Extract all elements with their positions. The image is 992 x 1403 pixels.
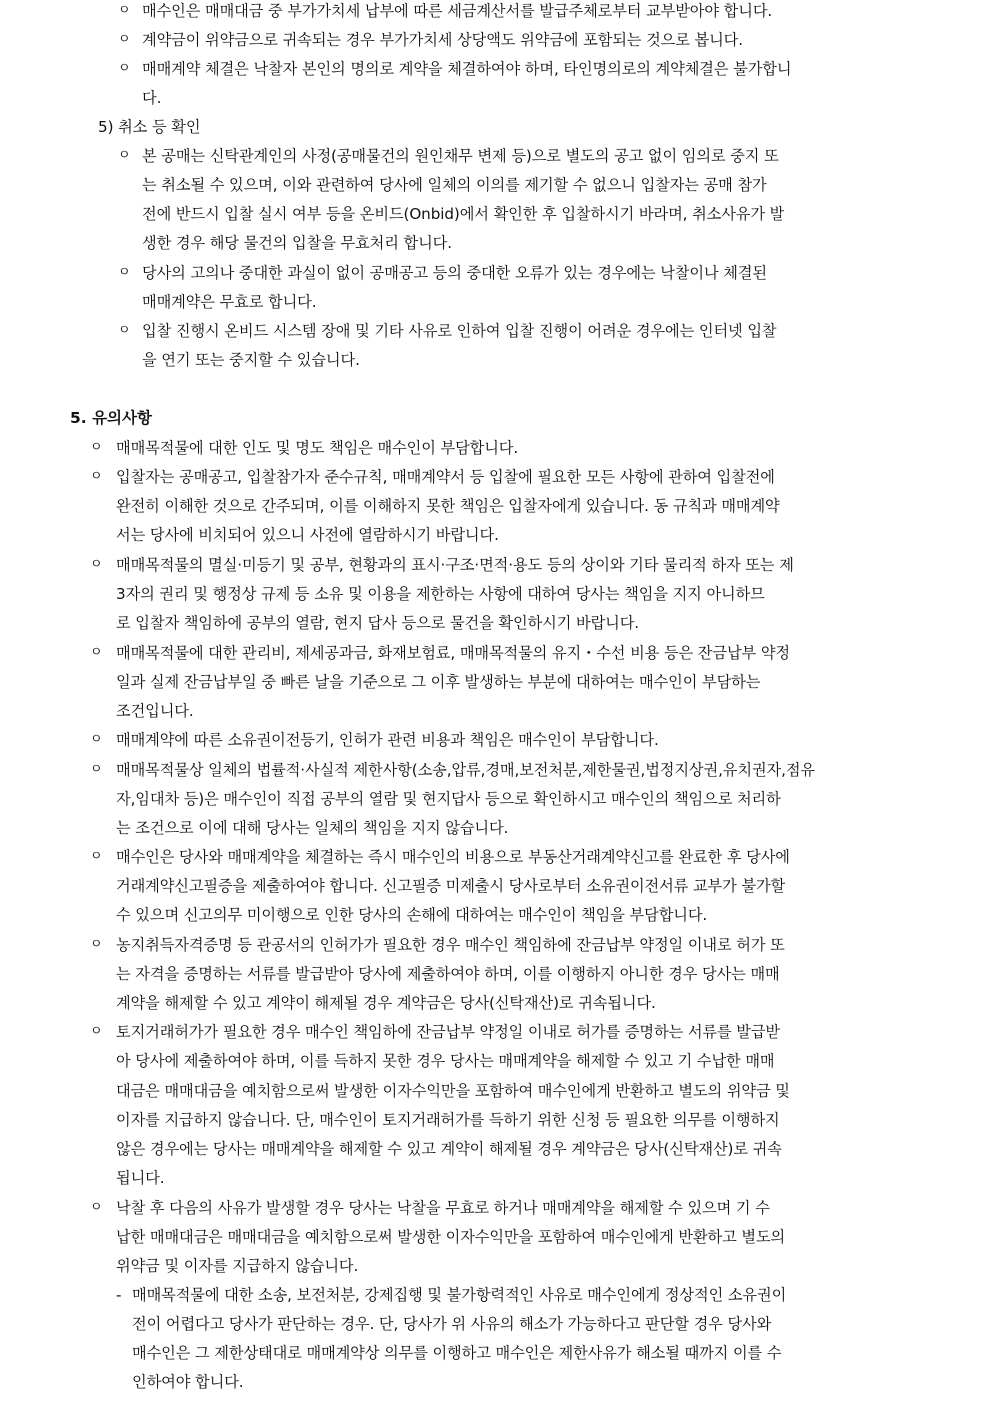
- list-bullet: ㅇ: [118, 323, 131, 338]
- list-item-text: 않은 경우에는 당사는 매매계약을 해제할 수 있고 계약이 해제될 경우 계약금은 당사(신탁재산)로 귀속: [116, 1140, 782, 1158]
- list-item-text: 입찰자는 공매공고, 입찰참가자 준수규칙, 매매계약서 등 입찰에 필요한 모든 사항에 관하여 입찰전에: [116, 468, 775, 486]
- list-item-text: 생한 경우 해당 물건의 입찰을 무효처리 합니다.: [142, 234, 452, 252]
- list-item-text: 매수인은 매매대금 중 부가가치세 납부에 따른 세금계산서를 발급주체로부터 교부받아야 합니다.: [142, 2, 773, 20]
- list-item-text: 농지취득자격증명 등 관공서의 인허가가 필요한 경우 매수인 책임하에 잔금납부 약정일 이내로 허가 또: [116, 936, 785, 954]
- list-item-text: 매매목적물에 대한 인도 및 명도 책임은 매수인이 부담합니다.: [116, 439, 519, 457]
- list-item-text: 매매계약은 무효로 합니다.: [142, 293, 317, 311]
- list-bullet: ㅇ: [90, 557, 103, 572]
- list-item-text: 아 당사에 제출하여야 하며, 이를 득하지 못한 경우 당사는 매매계약을 해제할 수 있고 기 수납한 매매: [116, 1052, 775, 1070]
- dash-item-text: 전이 어렵다고 당사가 판단하는 경우. 단, 당사가 위 사유의 해소가 가능하다고 판단할 경우 당사와: [132, 1315, 772, 1333]
- list-item-text: 매매목적물의 멸실·미등기 및 공부, 현황과의 표시·구조·면적·용도 등의 상이와 기타 물리적 하자 또는 제: [116, 556, 794, 574]
- list-item-text: 다.: [142, 89, 162, 107]
- list-bullet: ㅇ: [90, 849, 103, 864]
- list-item-text: 납한 매매대금은 매매대금을 예치함으로써 발생한 이자수익만을 포함하여 매수인에게 반환하고 별도의: [116, 1228, 786, 1246]
- list-item-text: 는 자격을 증명하는 서류를 발급받아 당사에 제출하여야 하며, 이를 이행하지 아니한 경우 당사는 매매: [116, 965, 780, 983]
- list-item-text: 매매계약 체결은 낙찰자 본인의 명의로 계약을 체결하여야 하며, 타인명의로의 계약체결은 불가합니: [142, 60, 792, 78]
- list-item-text: 낙찰 후 다음의 사유가 발생할 경우 당사는 낙찰을 무효로 하거나 매매계약을 해제할 수 있으며 기 수: [116, 1199, 770, 1217]
- list-bullet: ㅇ: [90, 645, 103, 660]
- subsection-title: 5) 취소 등 확인: [98, 118, 201, 136]
- list-item-text: 이자를 지급하지 않습니다. 단, 매수인이 토지거래허가를 득하기 위한 신청 등 필요한 의무를 이행하지: [116, 1111, 780, 1129]
- list-item-text: 서는 당사에 비치되어 있으니 사전에 열람하시기 바랍니다.: [116, 526, 499, 544]
- list-item-text: 조건입니다.: [116, 702, 194, 720]
- list-item-text: 대금은 매매대금을 예치함으로써 발생한 이자수익만을 포함하여 매수인에게 반환하고 별도의 위약금 및: [116, 1082, 790, 1100]
- list-bullet: ㅇ: [90, 937, 103, 952]
- list-item-text: 전에 반드시 입찰 실시 여부 등을 온비드(Onbid)에서 확인한 후 입찰하시기 바라며, 취소사유가 발: [142, 205, 785, 223]
- list-bullet: ㅇ: [90, 469, 103, 484]
- dash-bullet: -: [116, 1286, 122, 1304]
- list-item-text: 자,임대차 등)은 매수인이 직접 공부의 열람 및 현지답사 등으로 확인하시고 매수인의 책임으로 처리하: [116, 790, 781, 808]
- list-item-text: 3자의 권리 및 행정상 규제 등 소유 및 이용을 제한하는 사항에 대하여 당사는 책임을 지지 아니하므: [116, 585, 765, 603]
- list-bullet: ㅇ: [90, 1024, 103, 1039]
- list-bullet: ㅇ: [118, 148, 131, 163]
- list-bullet: ㅇ: [90, 762, 103, 777]
- list-item-text: 토지거래허가가 필요한 경우 매수인 책임하에 잔금납부 약정일 이내로 허가를 증명하는 서류를 발급받: [116, 1023, 780, 1041]
- list-item-text: 본 공매는 신탁관계인의 사정(공매물건의 원인채무 변제 등)으로 별도의 공고 없이 임의로 중지 또: [142, 147, 779, 165]
- list-item-text: 됩니다.: [116, 1169, 165, 1187]
- list-bullet: ㅇ: [118, 3, 131, 18]
- list-bullet: ㅇ: [118, 32, 131, 47]
- list-item-text: 을 연기 또는 중지할 수 있습니다.: [142, 351, 360, 369]
- list-bullet: ㅇ: [90, 440, 103, 455]
- list-item-text: 거래계약신고필증을 제출하여야 합니다. 신고필증 미제출시 당사로부터 소유권이전서류 교부가 불가할: [116, 877, 786, 895]
- list-item-text: 수 있으며 신고의무 미이행으로 인한 당사의 손해에 대하여는 매수인이 책임을 부담합니다.: [116, 906, 708, 924]
- list-bullet: ㅇ: [90, 732, 103, 747]
- dash-item-text: 매매목적물에 대한 소송, 보전처분, 강제집행 및 불가항력적인 사유로 매수인에게 정상적인 소유권이: [132, 1286, 787, 1304]
- list-item-text: 로 입찰자 책임하에 공부의 열람, 현지 답사 등으로 물건을 확인하시기 바랍니다.: [116, 614, 640, 632]
- list-bullet: ㅇ: [90, 1200, 103, 1215]
- list-item-text: 매매목적물상 일체의 법률적·사실적 제한사항(소송,압류,경매,보전처분,제한물권,법정지상권,유치권자,점유: [116, 761, 815, 779]
- list-item-text: 는 조건으로 이에 대해 당사는 일체의 책임을 지지 않습니다.: [116, 819, 509, 837]
- list-item-text: 계약금이 위약금으로 귀속되는 경우 부가가치세 상당액도 위약금에 포함되는 것으로 봅니다.: [142, 31, 743, 49]
- list-item-text: 계약을 해제할 수 있고 계약이 해제될 경우 계약금은 당사(신탁재산)로 귀속됩니다.: [116, 994, 656, 1012]
- list-item-text: 위약금 및 이자를 지급하지 않습니다.: [116, 1257, 359, 1275]
- list-item-text: 완전히 이해한 것으로 간주되며, 이를 이해하지 못한 책임은 입찰자에게 있습니다. 동 규칙과 매매계약: [116, 497, 780, 515]
- section-heading: 5. 유의사항: [70, 409, 152, 427]
- list-item-text: 매매계약에 따른 소유권이전등기, 인허가 관련 비용과 책임은 매수인이 부담합니다.: [116, 731, 659, 749]
- list-item-text: 매수인은 당사와 매매계약을 체결하는 즉시 매수인의 비용으로 부동산거래계약신고를 완료한 후 당사에: [116, 848, 790, 866]
- list-item-text: 입찰 진행시 온비드 시스템 장애 및 기타 사유로 인하여 입찰 진행이 어려운 경우에는 인터넷 입찰: [142, 322, 777, 340]
- list-item-text: 매매목적물에 대한 관리비, 제세공과금, 화재보험료, 매매목적물의 유지・수선 비용 등은 잔금납부 약정: [116, 644, 790, 662]
- dash-item-text: 인하여야 합니다.: [132, 1373, 244, 1391]
- list-item-text: 는 취소될 수 있으며, 이와 관련하여 당사에 일체의 이의를 제기할 수 없으니 입찰자는 공매 참가: [142, 176, 767, 194]
- list-bullet: ㅇ: [118, 61, 131, 76]
- list-item-text: 일과 실제 잔금납부일 중 빠른 날을 기준으로 그 이후 발생하는 부분에 대하여는 매수인이 부담하는: [116, 673, 761, 691]
- list-item-text: 당사의 고의나 중대한 과실이 없이 공매공고 등의 중대한 오류가 있는 경우에는 낙찰이나 체결된: [142, 264, 768, 282]
- dash-item-text: 매수인은 그 제한상태대로 매매계약상 의무를 이행하고 매수인은 제한사유가 해소될 때까지 이를 수: [132, 1344, 782, 1362]
- list-bullet: ㅇ: [118, 265, 131, 280]
